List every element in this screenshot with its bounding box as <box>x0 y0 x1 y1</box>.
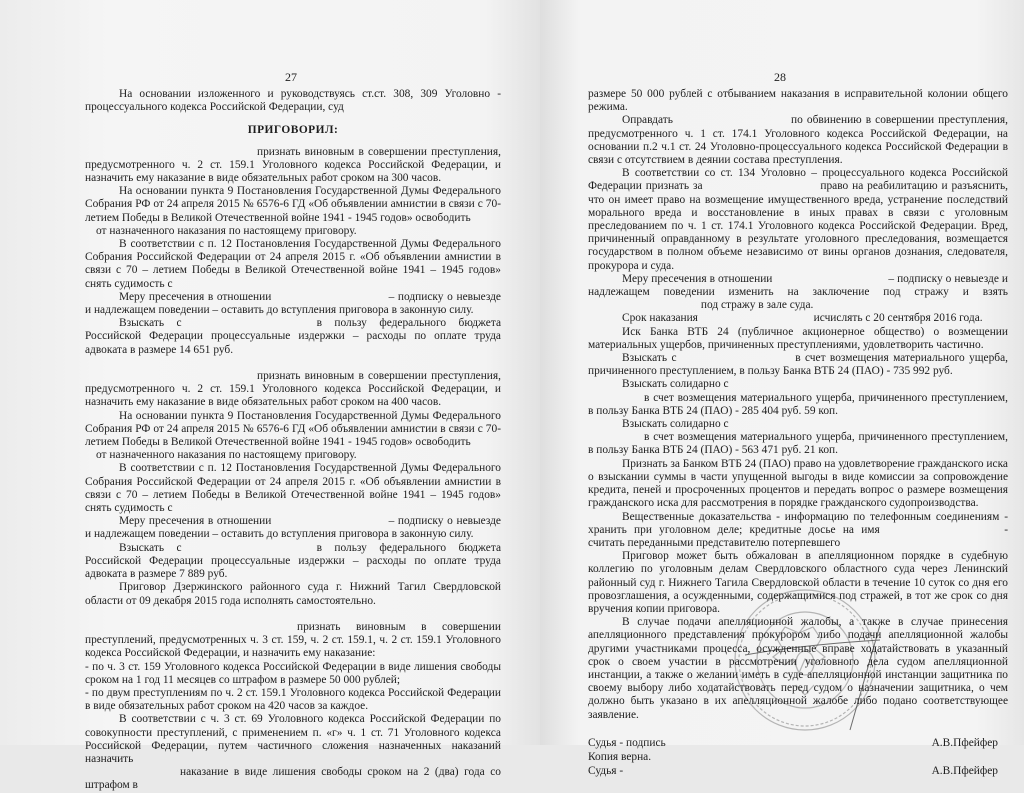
paragraph <box>85 146 501 186</box>
paragraph-text: В соответствии с п. 12 Постановления Государственной Думы Федерального Собрания Российской Федерации от 24 апреля 2015 г. «Об объявлении амнистии в связи с 70 – летием Победы в Великой Отечественной войне 1941 – 1945 годов» снять судимость с <box>85 238 501 290</box>
paragraph-text: Приговор может быть обжалован в апелляционном порядке в судебную коллегию по уголовным делам Свердловского областного суда через Ленинский районный суд г. Нижнего Тагила Свердловской области в течение 10 суток со дня его провозглашения, а осужденными, содержащимися под стражей, в тот же срок со дня вручения копии приговора. <box>588 550 1008 615</box>
redacted-gap <box>275 523 385 524</box>
paragraph-text: в счет возмещения материального ущерба, причиненного преступлением, в пользу Банка ВТБ 24 (ПАО) - 285 404 руб. 59 коп. <box>588 391 1008 417</box>
paragraph-text: Срок наказания <box>622 312 698 325</box>
signature-block <box>588 736 998 778</box>
paragraph-text: Иск Банка ВТБ 24 (публичное акционерное общество) о возмещении материальных ущербов, причиненных преступлениями, удовлетворить частично. <box>588 325 1008 351</box>
judge-signature-label: Судья - подпись <box>588 736 666 749</box>
paragraph-text: В соответствии с ч. 3 ст. 69 Уголовного кодекса Российской Федерации по совокупности преступлений, с применением п. «г» ч. 1 ст. 71 Уголовного кодекса Российской Федерации, путем частичного сложения назначенных наказаний назначить <box>85 713 501 765</box>
paragraph-text: В соответствии со ст. 134 Уголовно – процессуального кодекса Российской Федерации признать за <box>588 167 1008 193</box>
paragraph <box>85 370 501 410</box>
judge-label: Судья - <box>588 764 624 777</box>
paragraph <box>85 317 501 357</box>
paragraph-text: признать виновным в совершении преступления, предусмотренного ч. 2 ст. 159.1 Уголовного кодекса Российской Федерации, и назначить ему наказание в виде обязательных работ сроком на 400 часов. <box>85 370 501 409</box>
paragraph-text: Меру пресечения в отношении <box>119 515 272 528</box>
paragraph-text: в пользу федерального бюджета Российской Федерации процессуальные издержки – расходы по оплате труда адвоката в размере 7 889 руб. <box>85 541 501 581</box>
paragraph <box>85 185 501 225</box>
paragraph-text: - по ч. 3 ст. 159 Уголовного кодекса Российской Федерации в виде лишения свободы сроком на 1 год 11 месяцев со штрафом в размере 50 000 рублей; <box>85 660 501 686</box>
redacted-gap <box>706 188 816 189</box>
paragraph-text: право на реабилитацию и разъяснить, что он имеет право на возмещение имущественного вреда, устранение последствий морального вреда и восстановление в иных правах в связи с уголовным преследованием по ч. 1 ст. 174.1 Уголовного кодекса Российской Федерации. Вред, причиненный оправданному в результате уголовного преследования, возмещается государством в полном объеме независимо от вины органов дознания, следователя, прокурора и суда. <box>588 180 1008 272</box>
paragraph <box>588 326 1008 352</box>
paragraph-text: – подписку о невыезде и надлежащем поведении изменить на заключение под стражу и взять <box>588 272 1008 299</box>
paragraph <box>588 431 1008 457</box>
paragraph-text: по обвинению в совершении преступления, предусмотренного ч. 1 ст. 174.1 Уголовного кодекса Российской Федерации, на основании п.2 ч.1 ст. 24 Уголовно-процессуального кодекса Российской Федерации в связи с отсутствием в деянии состава преступления. <box>588 114 1008 167</box>
paragraph <box>85 766 501 792</box>
blank-line <box>85 608 501 621</box>
redacted-gap <box>701 320 811 321</box>
verdict-heading <box>85 124 501 137</box>
redacted-gap <box>275 299 385 300</box>
paragraph-text: Взыскать солидарно с <box>622 418 729 431</box>
left-page-text <box>85 88 501 793</box>
paragraph-text: – подписку о невыезде и надлежащем поведении – оставить до вступления приговора в законную силу. <box>85 290 501 317</box>
paragraph-text: в счет возмещения материального ущерба, причиненного преступлением, в пользу Банка ВТБ 24 (ПАО) - 563 471 руб. 21 коп. <box>588 431 1008 457</box>
paragraph <box>85 542 501 582</box>
paragraph <box>588 458 1008 511</box>
judge-name: А.В.Пфейфер <box>931 736 998 749</box>
paragraph-text: Меру пресечения в отношении <box>622 272 773 285</box>
paragraph-text: от назначенного наказания по настоящему приговору. <box>96 449 357 462</box>
paragraph-text: от назначенного наказания по настоящему приговору. <box>96 224 357 237</box>
paragraph-text: На основании изложенного и руководствуясь ст.ст. 308, 309 Уголовно - процессуального кодекса Российской Федерации, суд <box>85 88 501 114</box>
paragraph <box>588 378 1008 391</box>
paragraph-text: Приговор Дзержинского районного суда г. Нижний Тагил Свердловской области от 09 декабря 2015 года исполнять самостоятельно. <box>85 581 501 607</box>
paragraph-text: В случае подачи апелляционной жалобы, а также в случае принесения апелляционного представления прокурором либо подачи апелляционной жалобы другими участниками процесса, осужденные вправе ходатайствовать в указанный срок о своем участии в рассмотрении уголовного дела судом апелляционной инстанции, а также о желании иметь в суде апелляционной инстанции защитника по своему выбору либо ходатайствовать перед судом о назначении защитника, о чем должно быть указано в их апелляционной жалобе либо подано соответствующее заявление. <box>588 616 1008 721</box>
paragraph-text: Взыскать с <box>119 541 182 554</box>
paragraph-text: ПРИГОВОРИЛ: <box>247 124 339 137</box>
paragraph <box>588 114 1008 167</box>
paragraph <box>85 449 501 462</box>
paragraph <box>85 88 501 114</box>
paragraph <box>588 273 1008 313</box>
paragraph-text: признать виновным в совершении преступления, предусмотренного ч. 2 ст. 159.1 Уголовного кодекса Российской Федерации, и назначить ему наказание в виде обязательных работ сроком на 300 часов. <box>85 145 501 185</box>
paragraph <box>588 616 1008 722</box>
paragraph <box>588 550 1008 616</box>
right-page-paragraphs <box>588 88 1008 722</box>
paragraph <box>588 392 1008 418</box>
redacted-gap <box>887 532 997 533</box>
paragraph-text: Вещественные доказательства - информацию по телефонным соединениям - хранить при уголовном деле; кредитные досье на имя <box>588 510 1008 536</box>
redacted-gap <box>677 122 787 123</box>
paragraph <box>588 352 1008 378</box>
paragraph-text: признать виновным в совершении преступлений, предусмотренных ч. 3 ст. 159, ч. 2 ст. 159.1, ч. 2 ст. 159.1 Уголовного кодекса Российской Федерации, и назначить ему наказание: <box>85 620 501 660</box>
paragraph-text: наказание в виде лишения свободы сроком на 2 (два) года со штрафом в <box>85 766 501 792</box>
paragraph <box>85 462 501 515</box>
paragraph-text: – подписку о невыезде и надлежащем поведении – оставить до вступления приговора в законную силу. <box>85 515 501 541</box>
page-number-right: 28 <box>774 70 786 84</box>
paragraph-text: Меру пресечения в отношении <box>119 290 272 303</box>
paragraph <box>85 713 501 766</box>
paragraph <box>588 167 1008 273</box>
paragraph-text: под стражу в зале суда. <box>700 299 814 312</box>
paragraph <box>85 661 501 687</box>
page-number-left: 27 <box>285 70 297 84</box>
paragraph-text: размере 50 000 рублей с отбыванием наказания в исправительной колонии общего режима. <box>588 88 1008 114</box>
paragraph <box>85 238 501 291</box>
copy-certified-label: Копия верна. <box>588 750 652 763</box>
right-page-text <box>588 88 1008 778</box>
paragraph-text: в счет возмещения материального ущерба, причиненного преступлением, в пользу Банка ВТБ 24 (ПАО) - 735 992 руб. <box>588 352 1008 378</box>
paragraph-text: - считать переданными представителю потерпевшего <box>588 523 1009 549</box>
paragraph-text: в пользу федерального бюджета Российской Федерации процессуальные издержки – расходы по оплате труда адвоката в размере 14 651 руб. <box>85 317 501 356</box>
judge-name-2: А.В.Пфейфер <box>931 764 998 777</box>
paragraph-text: На основании пункта 9 Постановления Государственной Думы Федерального Собрания РФ от 24 апреля 2015 № 6576-6 ГД «Об объявлении амнистии в связи с 70-летием Победы в Великой Отечественной войне 1941 - 1945 годов» освободить <box>85 185 501 224</box>
redacted-gap <box>681 360 791 361</box>
paragraph <box>85 621 501 661</box>
paragraph <box>85 291 501 317</box>
paragraph-text: Взыскать с <box>119 317 182 330</box>
paragraph <box>588 312 1008 325</box>
paragraph-text: Взыскать солидарно с <box>622 378 729 391</box>
paragraph-text: исчислять с 20 сентября 2016 года. <box>813 312 983 325</box>
redacted-gap <box>194 325 304 326</box>
paragraph-text: - по двум преступлениям по ч. 2 ст. 159.1 Уголовного кодекса Российской Федерации в виде обязательных работ сроком на 420 часов за каждое. <box>85 686 501 713</box>
paragraph <box>85 410 501 450</box>
paragraph <box>85 225 501 238</box>
paragraph <box>588 88 1008 114</box>
paragraph <box>588 511 1008 551</box>
redacted-gap <box>775 281 885 282</box>
paragraph-text: Взыскать с <box>622 352 677 365</box>
paragraph <box>85 515 501 541</box>
paragraph <box>85 581 501 607</box>
redacted-gap <box>588 307 698 308</box>
paragraph <box>85 687 501 713</box>
paragraph <box>588 418 1008 431</box>
blank-line <box>85 357 501 370</box>
paragraph-text: На основании пункта 9 Постановления Государственной Думы Федерального Собрания РФ от 24 апреля 2015 № 6576-6 ГД «Об объявлении амнистии в связи с 70-летием Победы в Великой Отечественной войне 1941 - 1945 годов» освободить <box>85 409 501 449</box>
paragraph-text: Оправдать <box>622 114 673 127</box>
paragraph-text: В соответствии с п. 12 Постановления Государственной Думы Федерального Собрания Российской Федерации от 24 апреля 2015 г. «Об объявлении амнистии в связи с 70 – летием Победы в Великой Отечественной войне 1941 – 1945 годов» снять судимость с <box>85 462 501 515</box>
paragraph-text: Признать за Банком ВТБ 24 (ПАО) право на удовлетворение гражданского иска о взыскании суммы в части упущенной выгоды в виде комиссии за сопровождение кредита, пеней и просроченных процентов и передать вопрос о размере возмещения гражданского иска для рассмотрения в порядке гражданского судопроизводства. <box>588 457 1008 510</box>
redacted-gap <box>194 550 304 551</box>
